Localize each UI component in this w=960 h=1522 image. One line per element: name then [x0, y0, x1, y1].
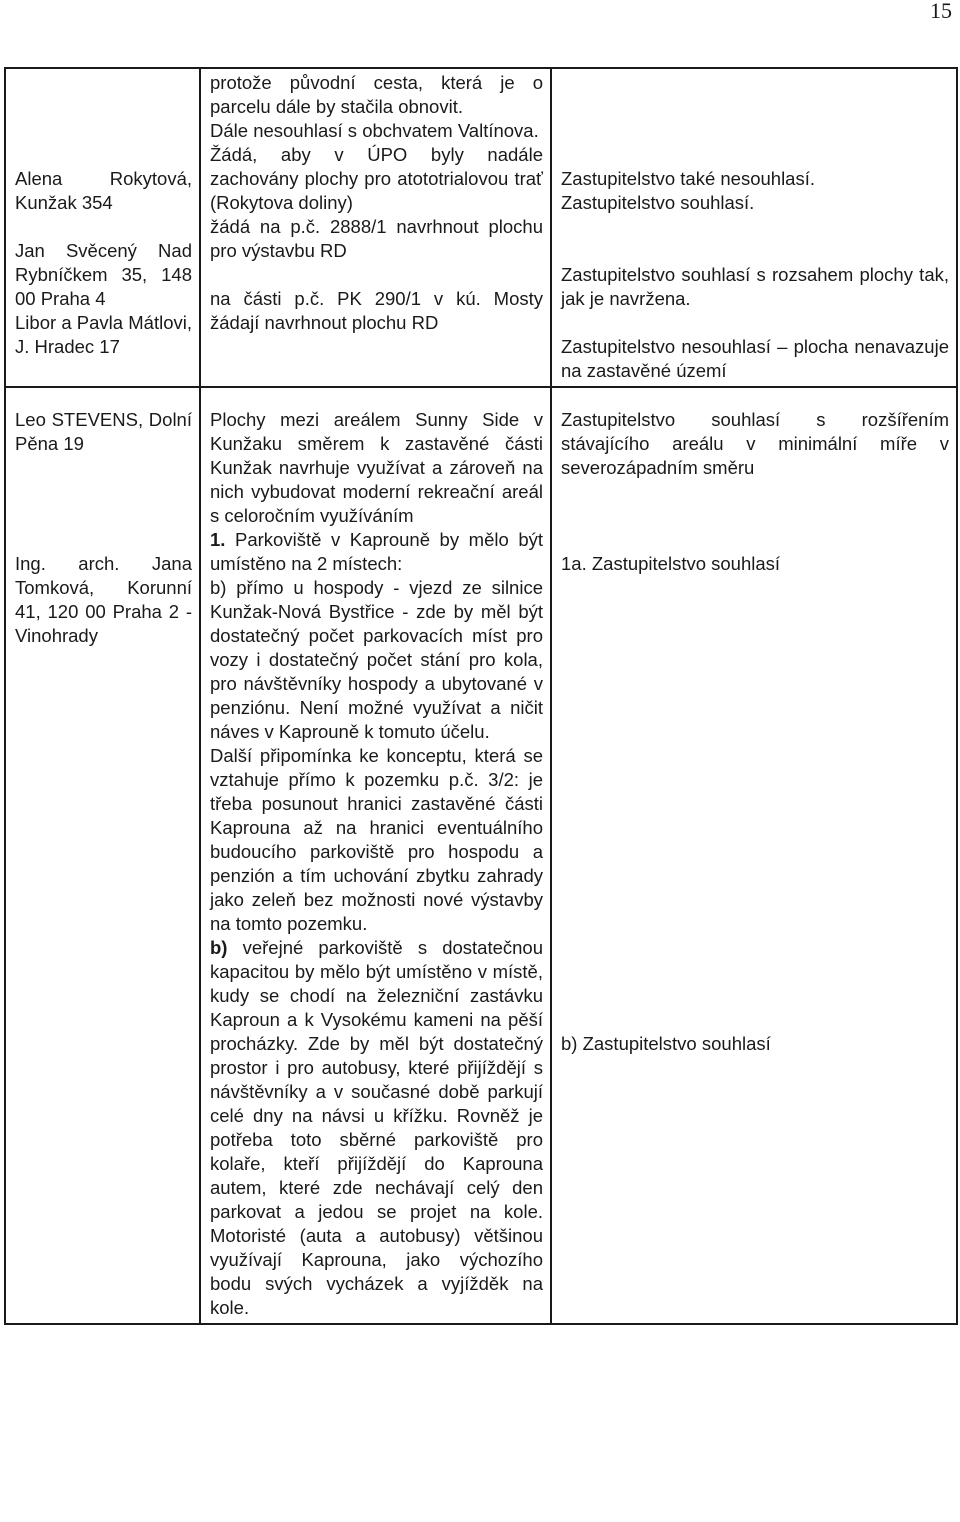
submitter-name: Alena Rokytová, Kunžak 354	[15, 168, 192, 213]
submitter-cell	[5, 387, 200, 1324]
comment-text: Parkoviště v Kaprouně by mělo být umístěno na 2 místech:	[210, 529, 544, 574]
decision-cell	[551, 68, 957, 387]
decision-cell	[551, 387, 957, 1324]
comment-cell	[200, 68, 551, 387]
decision-text: Zastupitelstvo nesouhlasí – plocha nenavazuje na zastavěné území	[561, 336, 949, 381]
decision-text: Zastupitelstvo souhlasí s rozšířením stávajícího areálu v minimální míře v severozápadním směru	[561, 409, 949, 478]
comments-table	[4, 67, 958, 1325]
item-label: b)	[210, 937, 228, 958]
comment-text: žádá na p.č. 2888/1 navrhnout plochu pro výstavbu RD	[210, 216, 543, 261]
decision-text: Zastupitelstvo souhlasí s rozsahem plochy tak, jak je navržena.	[561, 264, 949, 309]
comment-item-b	[210, 936, 543, 1320]
table-row	[5, 68, 957, 387]
comment-text: veřejné parkoviště s dostatečnou kapacitou by mělo být umístěno v místě, kudy se chodí na železniční zastávku Kaproun a k Vysokému kameni na pěší procházky. Zde by měl být dostatečný prostor i pro autobusy, které přijíždějí s návštěvníky a v současné době parkují celé dny na návsi u křížku. Rovněž je potřeba toto sběrné parkoviště pro kolaře, kteří přijíždějí do Kaprouna autem, které zde nechávají celý den parkovat a jedou se projet na kole. Motoristé (auta a autobusy) většinou využívají Kaprouna, jako výchozího bodu svých vycházek a vyjížděk na kole.	[210, 937, 543, 1318]
page-number: 15	[930, 0, 952, 23]
decision-text: Zastupitelstvo souhlasí.	[561, 192, 755, 213]
comment-text: Žádá, aby v ÚPO byly nadále zachovány plochy pro atototrialovou trať (Rokytova doliny)	[210, 144, 543, 213]
submitter-name: Jan Svěcený Nad Rybníčkem 35, 148 00 Praha 4	[15, 240, 192, 309]
comment-text: protože původní cesta, která je o parcelu dále by stačila obnovit.	[210, 72, 543, 117]
decision-text: 1a. Zastupitelstvo souhlasí	[561, 553, 781, 574]
submitter-name: Ing. arch. Jana Tomková, Korunní 41, 120 00 Praha 2 - Vinohrady	[15, 553, 192, 646]
decision-text: b) Zastupitelstvo souhlasí	[561, 1033, 771, 1054]
table-row	[5, 387, 957, 1324]
submitter-name: Libor a Pavla Mátlovi, J. Hradec 17	[15, 312, 192, 357]
comment-text: Plochy mezi areálem Sunny Side v Kunžaku směrem k zastavěné části Kunžak navrhuje využívat a zároveň na nich vybudovat moderní rekreační areál s celoročním využíváním	[210, 409, 543, 526]
submitter-cell	[5, 68, 200, 387]
comment-text: Další připomínka ke konceptu, která se vztahuje přímo k pozemku p.č. 3/2: je třeba posunout hranici zastavěné části Kaprouna až na hranici eventuálního budoucího parkoviště pro hospodu a penzión a tím uchování zbytku zahrady jako zeleň bez možnosti nové výstavby na tomto pozemku.	[210, 745, 543, 934]
item-number: 1.	[210, 529, 226, 550]
comment-text: na části p.č. PK 290/1 v kú. Mosty žádají navrhnout plochu RD	[210, 288, 543, 333]
decision-text: Zastupitelstvo také nesouhlasí.	[561, 168, 816, 189]
comment-cell	[200, 387, 551, 1324]
comment-item-1	[210, 528, 543, 576]
comment-text: Dále nesouhlasí s obchvatem Valtínova.	[210, 120, 539, 141]
submitter-name: Leo STEVENS, Dolní Pěna 19	[15, 409, 192, 454]
comment-text: b) přímo u hospody - vjezd ze silnice Kunžak-Nová Bystřice - zde by měl být dostatečný počet parkovacích míst pro vozy i dostatečný počet stání pro kola, pro návštěvníky hospody a ubytované v penziónu. Není možné využívat a ničit náves v Kaprouně k tomuto účelu.	[210, 577, 543, 742]
